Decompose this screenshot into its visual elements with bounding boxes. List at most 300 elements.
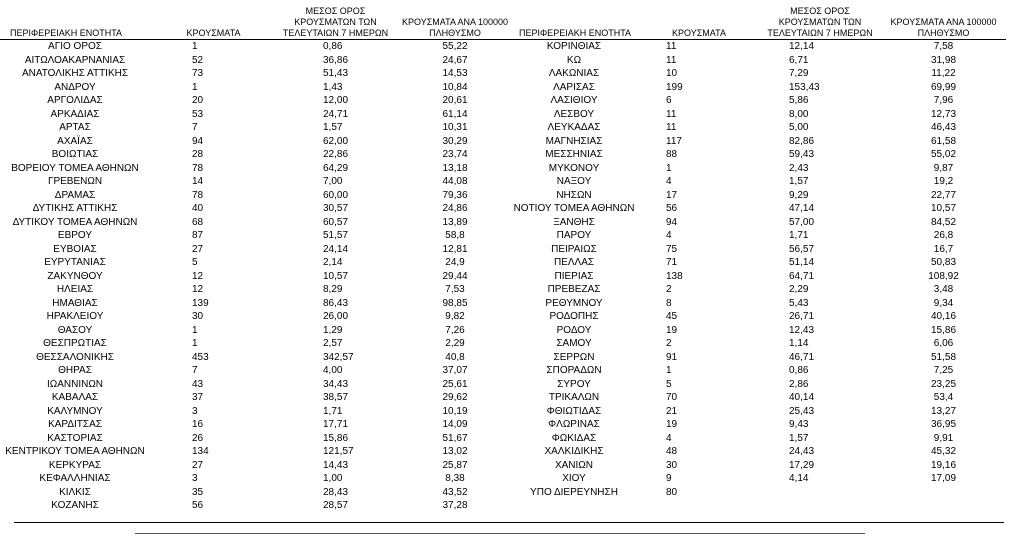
table-row [509,270,1006,284]
region-name-cell: ΚΙΛΚΙΣ [59,486,91,498]
avg7-cell: 1,71 [323,405,343,417]
per100k-cell: 24,9 [445,257,465,268]
table-row [509,40,1006,54]
right-cases-table [509,2,1006,499]
avg7-cell: 62,00 [323,135,349,147]
per100k-cell: 17,09 [930,473,957,484]
table-row [0,54,516,68]
table-row [0,391,516,405]
avg7-cell: 64,29 [323,162,349,174]
avg7-cell: 30,57 [323,203,349,214]
region-name-cell: ΤΡΙΚΑΛΩΝ [548,392,600,403]
avg7-cell: 60,57 [323,216,349,228]
cases-cell: 21 [666,405,678,417]
cases-cell: 9 [666,473,672,484]
avg7-cell: 0,86 [789,365,809,376]
table-row [0,148,516,162]
avg7-cell: 24,71 [323,108,349,120]
avg7-cell: 8,00 [789,108,809,120]
table-row [0,405,516,419]
cases-cell: 28 [192,149,204,160]
region-name-cell: ΜΕΣΣΗΝΙΑΣ [545,149,603,160]
region-name-cell: ΑΙΤΩΛΟΑΚΑΡΝΑΝΙΑΣ [24,54,126,66]
avg7-cell: 5,43 [789,297,809,309]
per100k-cell: 37,28 [442,500,468,511]
cases-cell: 88 [666,149,678,160]
avg7-cell: 24,43 [789,446,815,457]
per100k-cell: 25,87 [442,459,468,471]
cases-cell: 16 [192,419,204,430]
cases-cell: 37 [192,392,204,403]
cases-cell: 7 [192,122,198,133]
region-name-cell: ΚΑΡΔΙΤΣΑΣ [48,419,102,430]
region-name-cell: ΣΠΟΡΑΔΩΝ [546,365,602,376]
region-name-cell: ΚΟΡΙΝΘΙΑΣ [546,41,602,52]
avg7-cell: 2,86 [789,378,809,390]
per100k-cell [881,486,1006,500]
table-row [0,256,516,270]
per100k-cell: 16,7 [933,243,954,255]
avg7-cell: 86,43 [323,297,349,309]
region-name-cell: ΠΑΡΟΥ [556,230,592,241]
table-row [0,499,516,513]
table-row [0,351,516,365]
per100k-cell: 79,36 [442,189,468,201]
table-row [509,94,1006,108]
table-row [509,445,1006,459]
cases-cell: 138 [666,270,683,282]
region-name-cell: ΣΕΡΡΩΝ [553,351,595,363]
cases-cell: 75 [666,243,678,255]
avg7-cell: 7,00 [323,176,343,187]
avg7-cell: 28,57 [323,500,349,511]
region-name-cell: ΗΜΑΘΙΑΣ [52,297,98,309]
region-name-cell: ΚΟΖΑΝΗΣ [51,500,99,511]
table-row [509,459,1006,473]
region-name-cell: ΚΩ [566,54,582,66]
region-name-cell: ΡΟΔΟΠΗΣ [549,311,599,322]
table-row [509,162,1006,176]
per100k-cell: 46,43 [930,122,957,133]
per100k-cell: 55,02 [930,149,957,160]
region-name-cell: ΖΑΚΥΝΘΟΥ [47,270,103,282]
cases-cell: 1 [666,162,672,174]
cases-column-header: ΚΡΟΥΣΜΑΤΑ [672,28,726,38]
per100k-cell: 9,34 [933,297,954,309]
table-row [509,405,1006,419]
table-row [0,310,516,324]
avg7-cell: 24,14 [323,243,349,255]
region-name-cell: ΘΕΣΠΡΩΤΙΑΣ [43,338,107,349]
per100k-cell: 23,74 [442,149,468,160]
avg7-cell: 9,29 [789,189,809,201]
cases-cell: 19 [666,419,678,430]
avg7-cell: 26,00 [323,311,349,322]
cases-column-header: ΚΡΟΥΣΜΑΤΑ [186,28,241,38]
per100k-cell: 30,29 [442,135,468,147]
per100k-cell: 31,98 [930,54,957,66]
per100k-cell: 8,38 [445,473,465,484]
region-name-cell: ΑΡΚΑΔΙΑΣ [50,108,100,120]
region-name-cell: ΡΟΔΟΥ [556,324,592,336]
per100k-cell: 55,22 [442,41,468,52]
per100k-cell: 10,19 [442,405,468,417]
table-row [509,108,1006,122]
cases-cell: 19 [666,324,678,336]
avg7-cell: 82,86 [789,135,815,147]
region-name-cell: ΒΟΡΕΙΟΥ ΤΟΜΕΑ ΑΘΗΝΩΝ [11,162,139,174]
region-name-cell: ΛΑΚΩΝΙΑΣ [548,68,600,79]
per100k-cell: 13,18 [442,162,468,174]
left-table-body [0,40,516,513]
cases-cell: 4 [666,230,672,241]
table-row [0,432,516,446]
cases-cell: 20 [192,95,204,106]
cases-cell: 199 [666,81,683,93]
region-name-cell: ΛΕΣΒΟΥ [553,108,595,120]
table-row [509,310,1006,324]
avg7-cell: 2,14 [323,257,343,268]
per100k-cell: 45,32 [930,446,957,457]
cases-cell: 94 [192,135,204,147]
region-name-cell: ΝΗΣΩΝ [556,189,592,201]
region-name-cell: ΜΥΚΟΝΟΥ [548,162,600,174]
per100k-cell: 13,27 [930,405,957,417]
avg7-cell: 25,43 [789,405,815,417]
avg7-cell: 1,57 [323,122,343,133]
region-name-cell: ΑΝΑΤΟΛΙΚΗΣ ΑΤΤΙΚΗΣ [21,68,129,79]
table-row [0,108,516,122]
region-name-cell: ΠΙΕΡΙΑΣ [554,270,594,282]
per100k-cell: 61,14 [442,108,468,120]
avg7-cell: 7,29 [789,68,809,79]
per100k-cell: 12,81 [442,243,468,255]
avg7-cell: 14,43 [323,459,349,471]
per100k-cell: 40,8 [445,351,465,363]
per100k-cell: 51,58 [930,351,957,363]
avg7-cell: 12,00 [323,95,349,106]
per100k-cell: 50,83 [930,257,957,268]
avg7-cell: 17,29 [789,459,815,471]
per100k-cell: 24,67 [442,54,468,66]
region-name-cell: ΘΗΡΑΣ [58,365,92,376]
table-row [509,67,1006,81]
table-row [509,418,1006,432]
region-name-cell: ΑΧΑΪΑΣ [57,135,93,147]
region-name-cell: ΚΑΒΑΛΑΣ [51,392,99,403]
region-name-cell: ΛΕΥΚΑΔΑΣ [547,122,601,133]
left-header-row [0,2,516,39]
region-name-cell: ΝΑΞΟΥ [556,176,592,187]
region-name-cell: ΧΑΛΚΙΔΙΚΗΣ [544,446,604,457]
cases-cell: 5 [666,378,672,390]
per100k-cell: 37,07 [442,365,468,376]
region-name-cell: ΦΘΙΩΤΙΔΑΣ [546,405,602,417]
per100k-cell: 9,87 [933,162,954,174]
table-row [0,418,516,432]
avg7-column-header: ΜΕΣΟΣ ΟΡΟΣ ΚΡΟΥΣΜΑΤΩΝ ΤΩΝ ΤΕΛΕΥΤΑΙΩΝ 7 ΗΜΕΡΩΝ [767,6,873,38]
table-row [509,216,1006,230]
region-name-cell: ΚΕΡΚΥΡΑΣ [48,459,102,471]
cases-cell: 11 [666,108,677,120]
avg7-cell: 5,86 [789,95,809,106]
cases-cell: 43 [192,378,204,390]
region-name-cell: ΧΑΝΙΩΝ [554,459,594,471]
avg7-column-header: ΜΕΣΟΣ ΟΡΟΣ ΚΡΟΥΣΜΑΤΩΝ ΤΩΝ ΤΕΛΕΥΤΑΙΩΝ 7 ΗΜΕΡΩΝ [282,6,389,38]
avg7-cell: 4,00 [323,365,343,376]
table-row [509,175,1006,189]
per100k-cell: 43,52 [442,486,468,498]
avg7-cell: 28,43 [323,486,349,498]
avg7-cell: 153,43 [789,81,820,93]
region-name-cell: ΕΥΡΥΤΑΝΙΑΣ [44,257,106,268]
table-row [0,445,516,459]
region-name-cell: ΓΡΕΒΕΝΩΝ [47,176,103,187]
cases-cell: 11 [666,54,677,66]
cases-cell: 17 [666,189,678,201]
avg7-cell: 51,14 [789,257,815,268]
table-row [509,472,1006,486]
region-name-cell: ΕΒΡΟΥ [57,230,93,241]
cases-cell: 8 [666,297,672,309]
table-row [0,202,516,216]
avg7-cell: 1,57 [789,176,809,187]
table-row [509,243,1006,257]
avg7-cell: 4,14 [789,473,809,484]
table-row [509,283,1006,297]
table-row [509,364,1006,378]
per100k-cell: 12,73 [930,108,957,120]
avg7-cell: 1,57 [789,432,809,444]
cases-cell: 40 [192,203,204,214]
per100k-cell: 84,52 [930,216,957,228]
cases-cell: 4 [666,176,672,187]
table-row [509,297,1006,311]
avg7-cell: 12,43 [789,324,815,336]
table-row [509,486,1006,500]
left-cases-table [0,2,516,513]
avg7-cell: 64,71 [789,270,815,282]
per100k-cell: 69,99 [930,81,957,93]
cases-cell: 35 [192,486,204,498]
per100k-cell: 19,16 [930,459,957,471]
cases-cell: 56 [192,500,204,511]
per100k-cell: 108,92 [928,270,959,282]
right-table-block [509,2,1006,499]
region-name-cell: ΣΑΜΟΥ [556,338,592,349]
avg7-cell: 2,43 [789,162,809,174]
cases-cell: 71 [666,257,678,268]
table-row [509,229,1006,243]
per100k-cell: 7,58 [933,41,954,52]
cases-cell: 7 [192,365,198,376]
region-name-cell: ΑΓΙΟ ΟΡΟΣ [48,41,102,52]
avg7-cell [759,486,881,500]
region-name-cell: ΣΥΡΟΥ [557,378,591,390]
avg7-cell: 15,86 [323,432,349,444]
page-bottom-divider [135,533,865,534]
table-row [0,486,516,500]
region-name-cell: ΑΡΤΑΣ [59,122,91,133]
region-name-cell: ΑΡΓΟΛΙΔΑΣ [47,95,103,106]
region-name-cell: ΑΝΔΡΟΥ [54,81,96,93]
table-row [509,324,1006,338]
per100k-cell: 23,25 [930,378,957,390]
per100k-cell: 10,57 [930,203,957,214]
region-column-header: ΠΕΡΙΦΕΡΕΙΑΚΗ ΕΝΟΤΗΤΑ [519,28,632,38]
avg7-cell: 1,14 [789,338,809,349]
table-row [0,67,516,81]
table-row [0,283,516,297]
cases-cell: 1 [192,338,198,349]
region-name-cell: ΚΑΛΥΜΝΟΥ [47,405,103,417]
region-name-cell: ΗΡΑΚΛΕΙΟΥ [46,311,104,322]
table-row [509,391,1006,405]
cases-cell: 80 [666,486,678,498]
right-header-row [509,2,1006,39]
cases-cell: 14 [192,176,204,187]
region-name-cell: ΛΑΡΙΣΑΣ [553,81,595,93]
per100k-cell: 10,31 [442,122,468,133]
cases-cell: 30 [192,311,204,322]
region-name-cell: ΡΕΘΥΜΝΟΥ [545,297,603,309]
region-name-cell: ΠΕΛΛΑΣ [553,257,595,268]
cases-cell: 3 [192,473,198,484]
avg7-cell: 1,71 [789,230,809,241]
per100k-cell: 13,89 [442,216,468,228]
table-row [0,337,516,351]
per100k-cell: 51,67 [442,432,468,444]
table-row [509,351,1006,365]
table-row [0,94,516,108]
cases-cell: 4 [666,432,672,444]
table-row [509,148,1006,162]
region-name-cell: ΚΕΝΤΡΙΚΟΥ ΤΟΜΕΑ ΑΘΗΝΩΝ [5,446,145,457]
table-row [509,189,1006,203]
region-name-cell: ΘΕΣΣΑΛΟΝΙΚΗΣ [36,351,114,363]
table-row [0,162,516,176]
avg7-cell: 5,00 [789,122,809,133]
avg7-cell: 17,71 [323,419,349,430]
avg7-cell: 342,57 [323,351,354,363]
table-row [0,229,516,243]
table-row [0,324,516,338]
per100k-cell: 19,2 [933,176,954,187]
per100k-cell: 24,86 [442,203,468,214]
cases-cell: 5 [192,257,198,268]
table-row [0,40,516,54]
table-row [0,364,516,378]
avg7-cell: 60,00 [323,189,349,201]
cases-cell: 70 [666,392,678,403]
avg7-cell: 59,43 [789,149,815,160]
cases-cell: 78 [192,162,204,174]
per100k-cell: 11,22 [931,68,956,79]
cases-cell: 2 [666,284,672,295]
table-row [509,337,1006,351]
cases-cell: 117 [666,135,682,147]
per100k-cell: 7,26 [445,324,465,336]
avg7-cell: 26,71 [789,311,815,322]
per100k-cell: 6,06 [933,338,954,349]
avg7-cell: 36,86 [323,54,349,66]
per100k-cell: 7,53 [445,284,465,295]
cases-cell: 48 [666,446,678,457]
cases-cell: 1 [666,365,672,376]
table-row [0,459,516,473]
region-name-cell: ΕΥΒΟΙΑΣ [53,243,97,255]
cases-cell: 52 [192,54,204,66]
region-name-cell: ΔΡΑΜΑΣ [54,189,96,201]
avg7-cell: 51,57 [323,230,349,241]
per100k-cell: 53,4 [933,392,954,403]
avg7-cell: 51,43 [323,68,349,79]
per100k-cell: 9,82 [445,311,465,322]
region-name-cell: ΦΩΚΙΔΑΣ [551,432,597,444]
avg7-cell: 1,00 [323,473,343,484]
per100k-cell: 98,85 [442,297,468,309]
region-name-cell: ΘΑΣΟΥ [57,324,93,336]
cases-cell: 78 [192,189,204,201]
avg7-cell: 22,86 [323,149,349,160]
table-row [0,175,516,189]
per100k-cell: 44,08 [442,176,468,187]
cases-cell: 27 [192,243,204,255]
cases-cell: 30 [666,459,678,471]
region-name-cell: ΒΟΙΩΤΙΑΣ [51,149,99,160]
region-name-cell: ΙΩΑΝΝΙΝΩΝ [46,378,104,390]
cases-cell: 6 [666,95,672,106]
cases-cell: 53 [192,108,204,120]
region-name-cell: ΥΠΟ ΔΙΕΡΕΥΝΗΣΗ [530,486,618,498]
cases-cell: 94 [666,216,678,228]
cases-cell: 10 [666,68,678,79]
cases-cell: 453 [192,351,209,363]
region-name-cell: ΦΛΩΡΙΝΑΣ [548,419,600,430]
cases-cell: 45 [666,311,678,322]
avg7-cell: 12,14 [789,41,815,52]
table-row [509,54,1006,68]
avg7-cell: 38,57 [323,392,349,403]
region-name-cell: ΝΟΤΙΟΥ ΤΟΜΕΑ ΑΘΗΝΩΝ [513,203,635,214]
cases-cell: 134 [192,446,209,457]
avg7-cell: 57,00 [789,216,815,228]
region-column-header: ΠΕΡΙΦΕΡΕΙΑΚΗ ΕΝΟΤΗΤΑ [10,28,123,38]
region-name-cell: ΧΙΟΥ [562,473,586,484]
avg7-cell: 34,43 [323,378,349,390]
per100k-cell: 10,84 [442,81,468,93]
per100k-cell: 61,58 [930,135,957,147]
per100k-cell: 26,8 [933,230,954,241]
region-name-cell: ΞΑΝΘΗΣ [553,216,595,228]
table-bottom-divider [14,522,1004,523]
per100k-cell: 58,8 [445,230,465,241]
avg7-cell: 1,29 [323,324,343,336]
table-row [509,202,1006,216]
cases-cell: 91 [666,351,678,363]
avg7-cell: 1,43 [323,81,343,93]
cases-cell: 87 [192,230,204,241]
per100k-cell: 36,95 [930,419,957,430]
cases-cell: 73 [192,68,204,79]
cases-cell: 27 [192,459,204,471]
table-row [0,121,516,135]
table-row [0,270,516,284]
region-name-cell: ΠΕΙΡΑΙΩΣ [551,243,597,255]
table-row [509,81,1006,95]
region-name-cell: ΠΡΕΒΕΖΑΣ [547,284,601,295]
cases-cell: 2 [666,338,672,349]
